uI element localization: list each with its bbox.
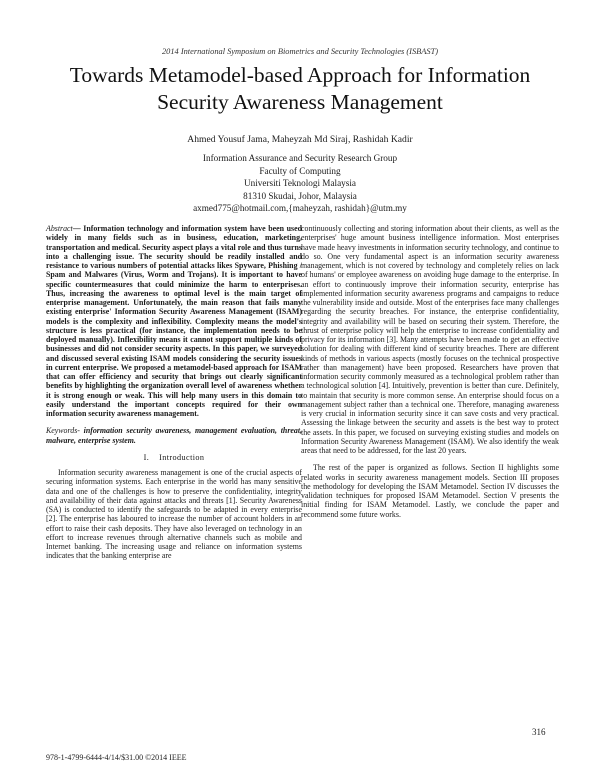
author-emails: axmed775@hotmail.com,{maheyzah, rashidah}@utm.my (193, 203, 407, 214)
keywords-label: Keywords- (46, 426, 80, 436)
section-title: Introduction (159, 452, 205, 462)
abstract-text: — Information technology and information system have been used widely in many fields such as in business, education, marketing, transportation and medical. Security aspect plays a vital role and thus turns into a challenging issue. The security should be readily installed and resistance to various numbers of potential attacks likes Spyware, Phishing / Spam and Malwares (Virus, Worm and Trojans). It is important to have specific countermeasures that could minimize the harm to enterprises. Thus, increasing the awareness to optimal level is the main target of enterprise management. Unfortunately, the main reason that fails many existing enterprise' Information Security Awareness Management (ISAM) models is the complexity and inflexibility. Complexity means the model's structure is less practical (for instance, the implementation needs to be deployed manually). Inflexibility means it cannot support multiple kinds of businesses and did not consider security aspects. In this paper, we surveyed and discussed several existing ISAM models considering the security issues in current enterprise. We proposed a metamodel-based approach for ISAM that can offer efficiency and security that brings out clearly significant benefits by highlighting the organization overall level of awareness whether it is strong enough or weak. This will help many users in this domain to easily understand the important concepts required for their own information security awareness management. (46, 224, 302, 418)
author-names: Ahmed Yousuf Jama, Maheyzah Md Siraj, Rashidah Kadir (187, 134, 413, 145)
affiliation-line: Information Assurance and Security Research Group (202, 153, 398, 164)
copyright-footer: 978-1-4799-6444-4/14/$31.00 ©2014 IEEE (46, 753, 187, 762)
title-line-2: Security Awareness Management (157, 90, 443, 114)
intro-paragraph-continued: continuously collecting and storing information about their clients, as well as the enterprises' huge amount business intelligence information. Most enterprises have made heavy investments in information security technology, and continue to do so. One very fundamental aspect is an information security awareness management, which is not covered by technology and completely relies on lack of humans' or employee awareness on avoiding huge damage to the enterprise. In an effort to continuously improve their information security, enterprise has implemented information security awareness programs and campaigns to reduce the vulnerability inside and outside. Most of the enterprises face many challenges regarding the security breaches. For instance, the enterprise confidentiality, integrity and availability will be based on securing their system. Therefore, the thrust of enterprise policy will help the enterprise to increase confidentiality and privacy for its information [3]. Many attempts have been made to get an effective solution for dealing with different kind of security breaches. There are different kinds of methods in various aspects (mostly focuses on the technical prospective rather than management) have been proposed. Researchers have proven that information security commonly measured as a technological problem rather than a technological solution [4]. Intuitively, prevention is better than cure. Definitely, to maintain that security is more common sense. An enterprise should focus on a management subject rather than a technical one. Therefore, managing awareness is very crucial in information security since it can save costs and very practical. Assessing the linkage between the security and assets is the best way to protect the assets. In this paper, we focused on surveying existing studies and models on Information Security Awareness Management (ISAM). We also identify the weak areas that need to be addressed, for the last 20 years. (301, 224, 559, 455)
keywords-text: information security awareness, management evaluation, threat, malware, enterprise system. (46, 426, 302, 445)
abstract-label: Abstract (46, 224, 73, 233)
title-line-1: Towards Metamodel-based Approach for Information (69, 63, 531, 87)
affiliation-line: Faculty of Computing (259, 165, 341, 176)
keywords (46, 426, 302, 445)
intro-paragraph: Information security awareness management is one of the crucial aspects of securing information systems. Each enterprise in the world has many sensitive data and one of the challenges is how to preserve the confidentiality, integrity and availability of their data against attacks and threats [1]. Security Awareness (SA) is conducted to identify the safeguards to be adapted in every enterprise [2]. The enterprise has laboured to increase the number of account holders in an effort to raise their cash deposits. They have also leveraged on technology in an effort to increase revenues through alternative channels such as mobile and Internet banking. The increasing usage and reliance on information systems indicates that the banking enterprise are (46, 468, 302, 561)
right-column (301, 224, 559, 519)
author-block (0, 134, 600, 214)
left-column (46, 224, 302, 561)
section-number: I. (143, 452, 150, 462)
conference-header: 2014 International Symposium on Biometrics and Security Technologies (ISBAST) (161, 47, 439, 56)
affiliation-line: 81310 Skudai, Johor, Malaysia (243, 190, 357, 201)
paper-title (40, 62, 560, 116)
page-number: 316 (532, 727, 546, 737)
organization-paragraph: The rest of the paper is organized as follows. Section II highlights some related works in security awareness management models. Section III proposes the methodology for developing the ISAM Metamodel. Section IV discusses the validation techniques for proposed ISAM Metamodel. Section V presents the initial finding for ISAM Metamodel. Lastly, we conclude the paper and recommend some future works. (301, 463, 559, 519)
section-heading-introduction (46, 453, 302, 462)
affiliation-line: Universiti Teknologi Malaysia (244, 178, 356, 189)
abstract (46, 224, 302, 418)
